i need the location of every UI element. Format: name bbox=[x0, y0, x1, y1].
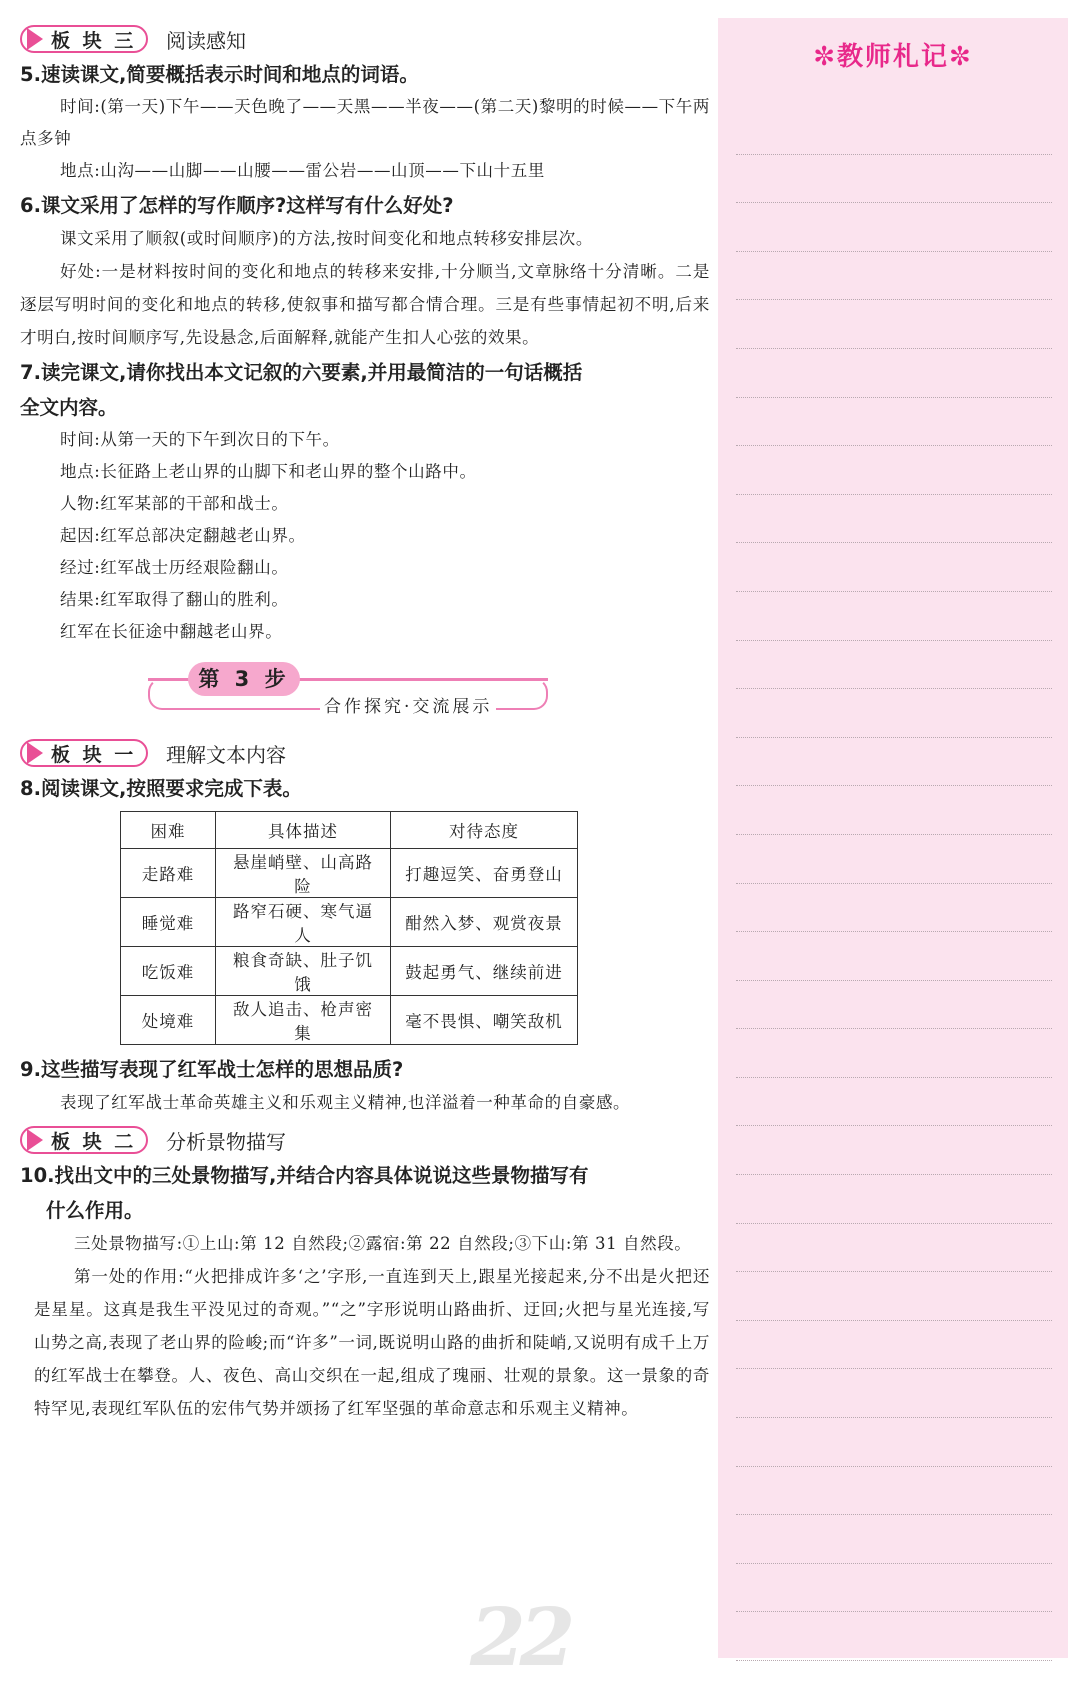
section-header-block1 bbox=[20, 738, 710, 768]
table-cell: 吃饭难 bbox=[121, 947, 216, 996]
question-5: 5.速读课文,简要概括表示时间和地点的词语。 bbox=[20, 63, 419, 86]
note-line[interactable] bbox=[736, 1272, 1052, 1321]
play-arrow-icon bbox=[27, 742, 43, 764]
note-line[interactable] bbox=[736, 981, 1052, 1030]
table-cell: 毫不畏惧、嘲笑敌机 bbox=[391, 996, 578, 1045]
answer-paragraph: 三处景物描写:①上山:第 12 自然段;②露宿:第 22 自然段;③下山:第 31 自然段。 bbox=[74, 1234, 692, 1253]
answer-paragraph: 地点:山沟——山脚——山腰——雷公岩——山顶——下山十五里 bbox=[60, 161, 545, 180]
question-8: 8.阅读课文,按照要求完成下表。 bbox=[20, 777, 302, 800]
block-tag bbox=[20, 25, 148, 53]
note-line[interactable] bbox=[736, 689, 1052, 738]
section-title: 理解文本内容 bbox=[166, 742, 286, 767]
note-line[interactable] bbox=[736, 349, 1052, 398]
table-cell: 酣然入梦、观赏夜景 bbox=[391, 898, 578, 947]
table-header: 具体描述 bbox=[216, 812, 391, 849]
section-header-block3 bbox=[20, 24, 710, 54]
section-title: 分析景物描写 bbox=[166, 1129, 286, 1154]
note-line[interactable] bbox=[736, 1612, 1052, 1661]
table-cell: 走路难 bbox=[121, 849, 216, 898]
question-7: 7.读完课文,请你找出本文记叙的六要素,并用最简洁的一句话概括 bbox=[20, 361, 583, 384]
note-line[interactable] bbox=[736, 1321, 1052, 1370]
note-line[interactable] bbox=[736, 1126, 1052, 1175]
note-line[interactable] bbox=[736, 1078, 1052, 1127]
question-6: 6.课文采用了怎样的写作顺序?这样写有什么好处? bbox=[20, 194, 454, 217]
table-header-row bbox=[121, 812, 578, 849]
play-arrow-icon bbox=[27, 1129, 43, 1151]
note-line[interactable] bbox=[736, 495, 1052, 544]
note-line[interactable] bbox=[736, 641, 1052, 690]
answer-line: 地点:长征路上老山界的山脚下和老山界的整个山路中。 bbox=[60, 462, 477, 481]
note-line[interactable] bbox=[736, 1175, 1052, 1224]
note-line[interactable] bbox=[736, 446, 1052, 495]
main-content bbox=[20, 18, 710, 1425]
block-tag-label: 板 块 二 bbox=[51, 1130, 137, 1153]
section-header-block2 bbox=[20, 1125, 710, 1155]
note-line[interactable] bbox=[736, 1564, 1052, 1613]
answer-paragraph: 时间:(第一天)下午——天色晚了——天黑——半夜——(第二天)黎明的时候——下午两点多钟 bbox=[20, 97, 710, 148]
step-badge: 第 3 步 bbox=[188, 662, 300, 696]
answer-line: 起因:红军总部决定翻越老山界。 bbox=[60, 526, 306, 545]
note-line[interactable] bbox=[736, 1369, 1052, 1418]
answer-paragraph: 好处:一是材料按时间的变化和地点的转移来安排,十分顺当,文章脉络十分清晰。二是逐层写明时间的变化和地点的转移,使叙事和描写都合情合理。三是有些事情起初不明,后来才明白,按时间顺序写,先设悬念,后面解释,就能产生扣人心弦的效果。 bbox=[20, 262, 710, 347]
note-line[interactable] bbox=[736, 1029, 1052, 1078]
note-line[interactable] bbox=[736, 932, 1052, 981]
question-10-continued: 什么作用。 bbox=[46, 1199, 144, 1222]
table-row bbox=[121, 898, 578, 947]
question-7-continued: 全文内容。 bbox=[20, 396, 118, 419]
table-cell: 打趣逗笑、奋勇登山 bbox=[391, 849, 578, 898]
note-line[interactable] bbox=[736, 592, 1052, 641]
note-line[interactable] bbox=[736, 884, 1052, 933]
sidebar-title: ✼教师札记✼ bbox=[813, 42, 973, 72]
table-header: 困难 bbox=[121, 812, 216, 849]
note-line[interactable] bbox=[736, 106, 1052, 155]
block-tag bbox=[20, 1126, 148, 1154]
note-line[interactable] bbox=[736, 155, 1052, 204]
notes-lines bbox=[736, 106, 1052, 1661]
table-header: 对待态度 bbox=[391, 812, 578, 849]
answer-paragraph: 第一处的作用:“火把排成许多‘之’字形,一直连到天上,跟星光接起来,分不出是火把还是星星。这真是我生平没见过的奇观。”“之”字形说明山路曲折、迂回;火把与星光连接,写山势之高,表现了老山界的险峻;而“许多”一词,既说明山路的曲折和陡峭,又说明有成千上万的红军战士在攀登。人、夜色、高山交织在一起,组成了瑰丽、壮观的景象。这一景象的奇特罕见,表现红军队伍的宏伟气势并颂扬了红军坚强的革命意志和乐观主义精神。 bbox=[34, 1267, 710, 1418]
block-tag bbox=[20, 739, 148, 767]
table-row bbox=[121, 947, 578, 996]
page-number: 22 bbox=[470, 1590, 570, 1684]
block-tag-label: 板 块 三 bbox=[51, 29, 137, 52]
note-line[interactable] bbox=[736, 543, 1052, 592]
question-9: 9.这些描写表现了红军战士怎样的思想品质? bbox=[20, 1058, 404, 1081]
teacher-notes-sidebar bbox=[718, 18, 1068, 1658]
block-tag-label: 板 块 一 bbox=[51, 743, 137, 766]
table-cell: 敌人追击、枪声密集 bbox=[216, 996, 391, 1045]
note-line[interactable] bbox=[736, 1418, 1052, 1467]
answer-line: 红军在长征途中翻越老山界。 bbox=[60, 622, 283, 641]
table-row bbox=[121, 996, 578, 1045]
table-cell: 鼓起勇气、继续前进 bbox=[391, 947, 578, 996]
note-line[interactable] bbox=[736, 398, 1052, 447]
note-line[interactable] bbox=[736, 738, 1052, 787]
answer-paragraph: 课文采用了顺叙(或时间顺序)的方法,按时间变化和地点转移安排层次。 bbox=[60, 229, 593, 248]
step-frame-top-right bbox=[292, 678, 548, 681]
answer-line: 经过:红军战士历经艰险翻山。 bbox=[60, 558, 289, 577]
answer-paragraph: 表现了红军战士革命英雄主义和乐观主义精神,也洋溢着一种革命的自豪感。 bbox=[60, 1093, 631, 1112]
note-line[interactable] bbox=[736, 300, 1052, 349]
table-cell: 悬崖峭壁、山高路险 bbox=[216, 849, 391, 898]
table-cell: 处境难 bbox=[121, 996, 216, 1045]
table-cell: 粮食奇缺、肚子饥饿 bbox=[216, 947, 391, 996]
section-title: 阅读感知 bbox=[166, 28, 246, 53]
note-line[interactable] bbox=[736, 786, 1052, 835]
note-line[interactable] bbox=[736, 835, 1052, 884]
table-cell: 路窄石硬、寒气逼人 bbox=[216, 898, 391, 947]
note-line[interactable] bbox=[736, 252, 1052, 301]
note-line[interactable] bbox=[736, 1515, 1052, 1564]
answer-line: 时间:从第一天的下午到次日的下午。 bbox=[60, 430, 340, 449]
step-subtitle: 合作探究·交流展示 bbox=[320, 692, 496, 717]
play-arrow-icon bbox=[27, 28, 43, 50]
question-10: 10.找出文中的三处景物描写,并结合内容具体说说这些景物描写有 bbox=[20, 1164, 589, 1187]
difficulty-table bbox=[120, 811, 578, 1045]
note-line[interactable] bbox=[736, 1224, 1052, 1273]
answer-line: 结果:红军取得了翻山的胜利。 bbox=[60, 590, 289, 609]
step-banner bbox=[20, 656, 710, 732]
table-cell: 睡觉难 bbox=[121, 898, 216, 947]
note-line[interactable] bbox=[736, 1467, 1052, 1516]
note-line[interactable] bbox=[736, 203, 1052, 252]
answer-line: 人物:红军某部的干部和战士。 bbox=[60, 494, 289, 513]
table-row bbox=[121, 849, 578, 898]
